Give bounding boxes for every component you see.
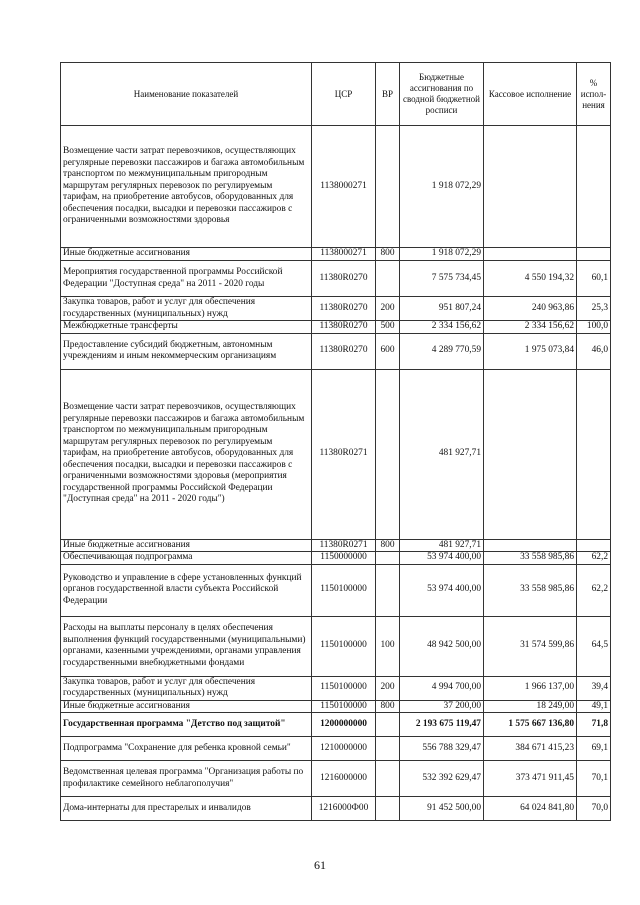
table-body [61,126,611,821]
cell-name: Возмещение части затрат перевозчиков, осуществляющих регулярные перевозки пассажиров и багажа автомобильным транспортом по межмуниципальным пригородным маршрутам регулярных перевозок по регулируемым тарифам, на приобретение автобусов, оборудованных для обеспечения посадки, высадки и перевозки пассажиров с ограниченными возможностями здоровья (мероприятия государственной программы Российской Федерации "Доступная среда" на 2011 - 2020 годы") [61,369,312,539]
cell-cash: 240 963,86 [484,297,577,321]
cell-name: Руководство и управление в сфере установленных функций органов государственной власти субъекта Российской Федерации [61,564,312,616]
cell-assigned: 2 334 156,62 [400,321,484,334]
cell-csr: 1150100000 [312,616,376,676]
table-row [61,261,611,297]
cell-vr: 100 [376,616,400,676]
cell-name: Возмещение части затрат перевозчиков, осуществляющих регулярные перевозки пассажиров и багажа автомобильным транспортом по межмуниципальным пригородным маршрутам регулярных перевозок по регулируемым тарифам, на приобретение автобусов, оборудованных для обеспечения посадки, высадки и перевозки пассажиров с ограниченными возможностями здоровья [61,126,312,248]
cell-pct: 60,1 [577,261,611,297]
cell-name: Закупка товаров, работ и услуг для обеспечения государственных (муниципальных) нужд [61,676,312,700]
cell-name: Ведомственная целевая программа "Организация работы по профилактике семейного неблагополучия" [61,761,312,797]
budget-table-sheet [60,62,610,821]
table-row [61,737,611,761]
cell-cash [484,369,577,539]
cell-pct: 71,8 [577,713,611,737]
cell-name: Иные бюджетные ассигнования [61,248,312,261]
cell-csr: 1150100000 [312,564,376,616]
cell-assigned: 4 289 770,59 [400,333,484,369]
cell-cash: 64 024 841,80 [484,797,577,821]
table-row [61,321,611,334]
cell-vr: 800 [376,248,400,261]
cell-vr [376,369,400,539]
table-row [61,564,611,616]
cell-csr: 1210000000 [312,737,376,761]
cell-assigned: 556 788 329,47 [400,737,484,761]
cell-pct: 70,0 [577,797,611,821]
cell-pct: 25,3 [577,297,611,321]
cell-vr: 500 [376,321,400,334]
cell-cash: 33 558 985,86 [484,552,577,565]
cell-assigned: 1 918 072,29 [400,248,484,261]
header-assigned: Бюджетные ассигнования по сводной бюджетной росписи [400,63,484,126]
cell-cash [484,539,577,552]
table-row [61,248,611,261]
cell-cash [484,126,577,248]
cell-cash: 18 249,00 [484,700,577,713]
cell-pct [577,369,611,539]
header-name: Наименование показателей [61,63,312,126]
cell-cash: 31 574 599,86 [484,616,577,676]
cell-assigned: 4 994 700,00 [400,676,484,700]
cell-name: Иные бюджетные ассигнования [61,700,312,713]
cell-csr: 1138000271 [312,248,376,261]
cell-pct [577,126,611,248]
cell-name: Мероприятия государственной программы Российской Федерации "Доступная среда" на 2011 - 2020 годы [61,261,312,297]
cell-csr: 1216000000 [312,761,376,797]
cell-vr: 800 [376,700,400,713]
cell-vr [376,552,400,565]
cell-assigned: 481 927,71 [400,539,484,552]
cell-vr: 200 [376,297,400,321]
cell-name: Межбюджетные трансферты [61,321,312,334]
cell-assigned: 481 927,71 [400,369,484,539]
cell-csr: 11380R0270 [312,333,376,369]
table-row [61,616,611,676]
cell-name: Закупка товаров, работ и услуг для обеспечения государственных (муниципальных) нужд [61,297,312,321]
cell-name: Предоставление субсидий бюджетным, автономным учреждениям и иным некоммерческим организациям [61,333,312,369]
table-row [61,797,611,821]
table-row [61,539,611,552]
cell-cash: 1 575 667 136,80 [484,713,577,737]
cell-cash: 1 966 137,00 [484,676,577,700]
table-row [61,369,611,539]
table-row [61,761,611,797]
cell-csr: 11380R0270 [312,261,376,297]
cell-vr [376,797,400,821]
table-row [61,713,611,737]
cell-csr: 1150000000 [312,552,376,565]
cell-csr: 1200000000 [312,713,376,737]
cell-csr: 11380R0271 [312,539,376,552]
cell-pct: 62,2 [577,552,611,565]
cell-assigned: 1 918 072,29 [400,126,484,248]
table-row [61,676,611,700]
cell-cash: 1 975 073,84 [484,333,577,369]
header-cash: Кассовое исполнение [484,63,577,126]
header-pct: % испол-нения [577,63,611,126]
cell-cash: 2 334 156,62 [484,321,577,334]
cell-vr [376,761,400,797]
cell-vr [376,564,400,616]
cell-vr: 200 [376,676,400,700]
cell-vr [376,261,400,297]
cell-name: Подпрограмма "Сохранение для ребенка кровной семьи" [61,737,312,761]
cell-vr [376,713,400,737]
cell-assigned: 53 974 400,00 [400,564,484,616]
cell-pct: 69,1 [577,737,611,761]
cell-vr: 800 [376,539,400,552]
cell-pct: 49,1 [577,700,611,713]
cell-vr: 600 [376,333,400,369]
cell-csr: 11380R0271 [312,369,376,539]
cell-assigned: 53 974 400,00 [400,552,484,565]
table-row [61,333,611,369]
table-header-row [61,63,611,126]
header-csr: ЦСР [312,63,376,126]
cell-assigned: 91 452 500,00 [400,797,484,821]
cell-name: Обеспечивающая подпрограмма [61,552,312,565]
cell-pct [577,248,611,261]
table-row [61,552,611,565]
cell-pct: 64,5 [577,616,611,676]
cell-name: Государственная программа "Детство под защитой" [61,713,312,737]
cell-vr [376,126,400,248]
header-vr: ВР [376,63,400,126]
cell-name: Дома-интернаты для престарелых и инвалидов [61,797,312,821]
cell-assigned: 532 392 629,47 [400,761,484,797]
cell-csr: 11380R0270 [312,297,376,321]
cell-pct: 62,2 [577,564,611,616]
cell-cash: 33 558 985,86 [484,564,577,616]
table-row [61,700,611,713]
cell-vr [376,737,400,761]
cell-csr: 11380R0270 [312,321,376,334]
cell-csr: 1138000271 [312,126,376,248]
budget-execution-table [60,62,611,821]
cell-cash [484,248,577,261]
table-row [61,126,611,248]
table-row [61,297,611,321]
cell-pct [577,539,611,552]
cell-assigned: 951 807,24 [400,297,484,321]
cell-name: Иные бюджетные ассигнования [61,539,312,552]
cell-pct: 100,0 [577,321,611,334]
cell-cash: 373 471 911,45 [484,761,577,797]
cell-pct: 46,0 [577,333,611,369]
cell-csr: 1150100000 [312,700,376,713]
cell-assigned: 37 200,00 [400,700,484,713]
cell-assigned: 7 575 734,45 [400,261,484,297]
cell-assigned: 2 193 675 119,47 [400,713,484,737]
cell-pct: 70,1 [577,761,611,797]
cell-pct: 39,4 [577,676,611,700]
cell-csr: 1216000Ф00 [312,797,376,821]
cell-cash: 4 550 194,32 [484,261,577,297]
cell-csr: 1150100000 [312,676,376,700]
page-number: 61 [314,858,326,872]
cell-assigned: 48 942 500,00 [400,616,484,676]
cell-name: Расходы на выплаты персоналу в целях обеспечения выполнения функций государственными (муниципальными) органами, казенными учреждениями, органами управления государственными внебюджетными фондами [61,616,312,676]
cell-cash: 384 671 415,23 [484,737,577,761]
